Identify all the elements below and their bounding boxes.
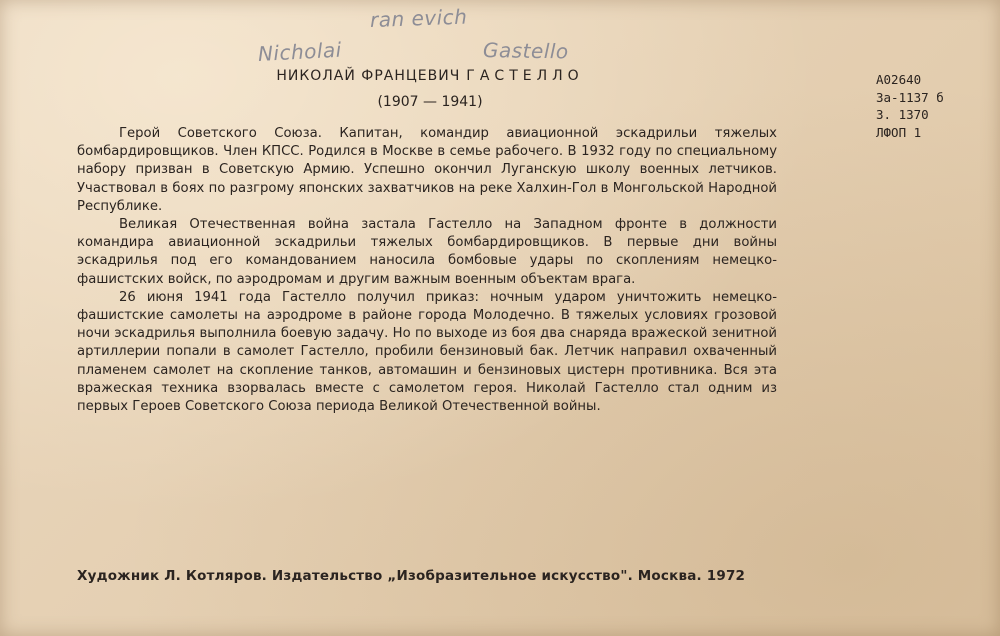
biography-paragraph: Герой Советского Союза. Капитан, командир авиационной эскадрильи тяжелых бомбардировщиков. Член КПСС. Родился в Москве в семье рабочего. В 1932 году по специальному набору призван в Советскую Армию. Успешно окончил Луганскую школу военных летчиков. Участвовал в боях по разгрому японских захватчиков на реке Халхин-Гол в Монгольской Народной Республике. bbox=[77, 126, 777, 214]
code-line: 3. 1370 bbox=[876, 107, 929, 122]
handwritten-surname: Gastello bbox=[482, 38, 569, 64]
handwritten-name: Nicholai bbox=[257, 37, 343, 66]
biography-paragraph: 26 июня 1941 года Гастелло получил приказ: ночным ударом уничтожить немецко-фашистские самолеты на аэродроме в районе города Молодечно. В тяжелых условиях грозовой ночи эскадрилья выполнила боевую задачу. Но по выходе из боя два снаряда вражеской зенитной артиллерии попали в самолет Гастелло, пробили бензиновый бак. Летчик направил охваченный пламенем самолет на скопление танков, автомашин и бензиновых цистерн противника. Вся эта вражеская техника взорвалась вместе с самолетом героя. Николай Гастелло стал одним из первых Героев Советского Союза периода Великой Отечественной войны. bbox=[77, 289, 777, 415]
hero-title bbox=[0, 68, 860, 84]
hero-years: (1907 — 1941) bbox=[377, 94, 483, 110]
code-line: ЛФОП 1 bbox=[876, 124, 922, 140]
biography bbox=[77, 125, 777, 416]
biography-paragraph: Великая Отечественная война застала Гастелло на Западном фронте в должности командира авиационной эскадрильи тяжелых бомбардировщиков. В первые дни войны эскадрилья под его командованием наносила бомбовые удары по скоплениям немецко-фашистских войск, по аэродромам и другим важным военным объектам врага. bbox=[77, 217, 777, 287]
hero-surname: ГАСТЕЛЛО bbox=[466, 68, 584, 84]
hero-name: НИКОЛАЙ ФРАНЦЕВИЧ bbox=[276, 68, 461, 84]
publication-codes bbox=[876, 71, 944, 141]
code-line: 3а-1137 б bbox=[876, 89, 944, 105]
code-line: A02640 bbox=[876, 72, 922, 87]
handwritten-patronymic: ran evich bbox=[369, 4, 468, 32]
publisher-credit: Художник Л. Котляров. Издательство „Изобразительное искусство". Москва. 1972 bbox=[77, 568, 746, 584]
